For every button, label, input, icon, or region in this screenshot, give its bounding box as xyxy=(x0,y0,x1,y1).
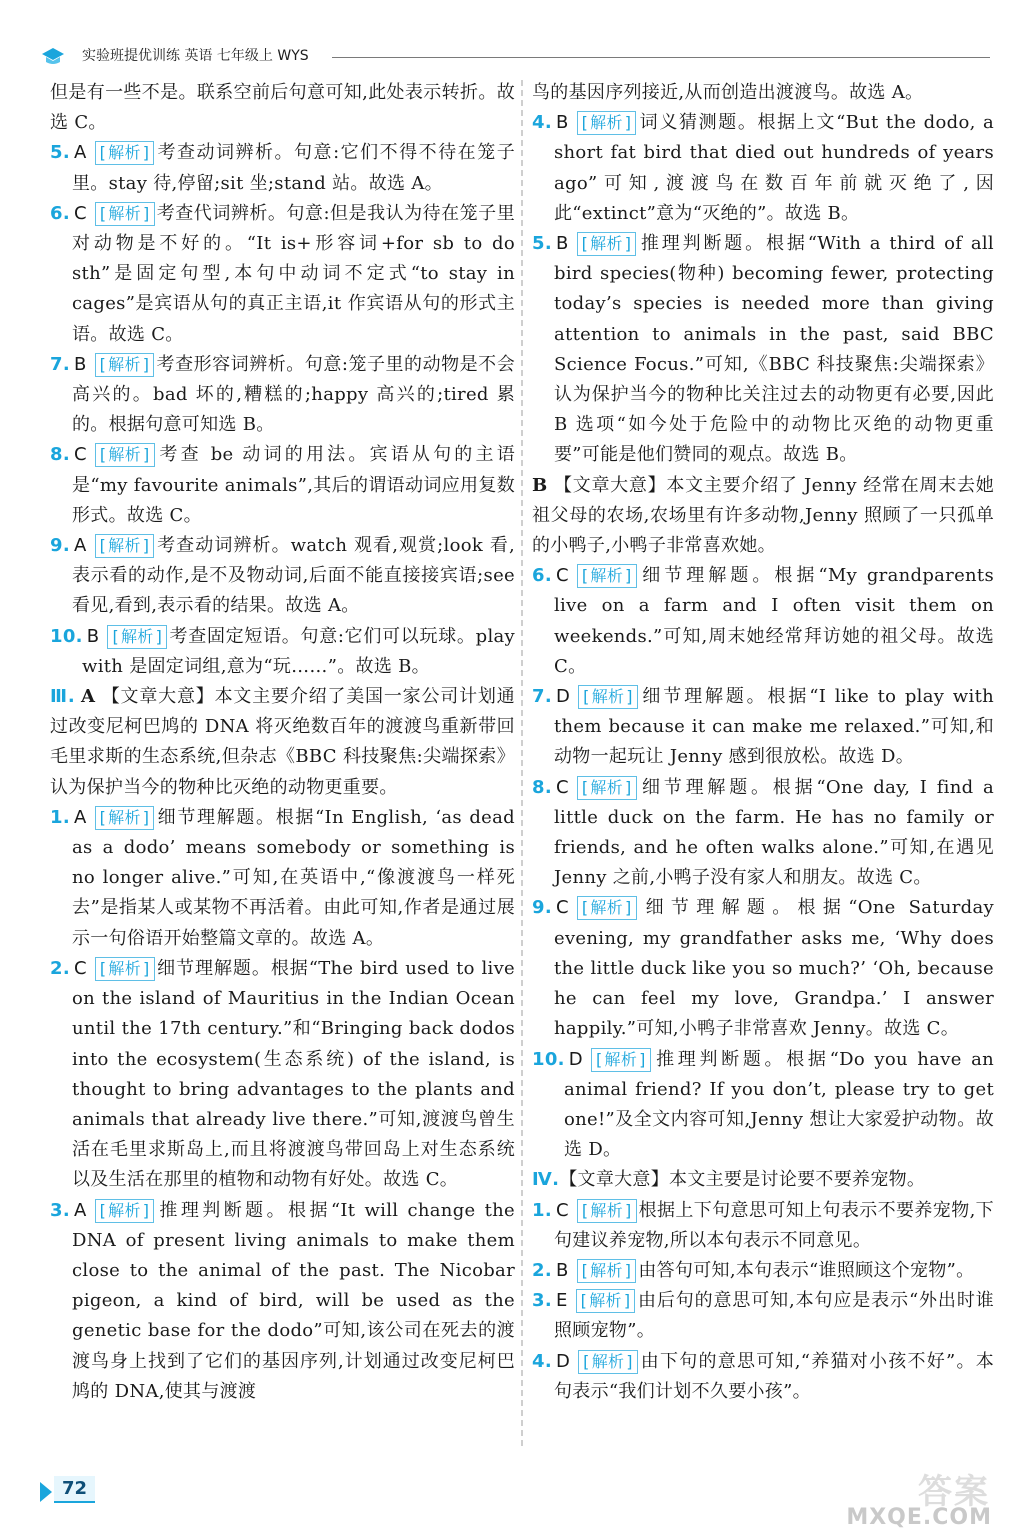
answer-item xyxy=(532,773,994,894)
section-number: Ⅲ. xyxy=(50,686,75,708)
section-heading xyxy=(532,471,994,562)
analysis-text: 由后句的意思可知,本句应是表示“外出时谁照顾宠物”。 xyxy=(554,1290,994,1342)
answer-letter: A xyxy=(73,1199,87,1221)
answer-item xyxy=(50,622,515,682)
analysis-tag: [ 解析 ] xyxy=(577,776,637,800)
analysis-text: 考查固定短语。句意:它们可以玩球。play with 是固定词组,意为“玩……”。故选 B。 xyxy=(82,625,515,677)
analysis-tag: [ 解析 ] xyxy=(95,141,155,165)
analysis-tag: [ 解析 ] xyxy=(95,1199,155,1223)
answer-item xyxy=(532,229,994,471)
analysis-tag: [ 解析 ] xyxy=(107,625,167,649)
item-number: 4. xyxy=(532,1350,552,1372)
answer-item xyxy=(50,803,515,954)
analysis-tag: [ 解析 ] xyxy=(95,534,155,558)
answer-letter: C xyxy=(555,897,569,919)
page-number-badge xyxy=(40,1476,110,1506)
answer-item xyxy=(50,531,515,622)
answer-letter: B xyxy=(86,625,100,647)
watermark xyxy=(836,1464,996,1530)
item-number: 9. xyxy=(532,897,552,919)
analysis-text: 推理判断题。根据“Do you have an animal friend? If you don’t, please try to get one!”及全文内容可知,Jenny 想让大家爱护动物。故选 D。 xyxy=(564,1048,994,1161)
answer-item xyxy=(532,561,994,682)
answer-letter: A xyxy=(73,535,87,557)
passage-summary: 【文章大意】本文主要介绍了美国一家公司计划通过改变尼柯巴鸠的 DNA 将灭绝数百年的渡渡鸟重新带回毛里求斯的生态系统,但杂志《BBC 科技聚焦:尖端探索》认为保护当今的物种比灭绝的动物更重要。 xyxy=(50,686,515,798)
item-number: 7. xyxy=(532,686,552,708)
item-number: 5. xyxy=(532,233,552,255)
answer-letter: A xyxy=(73,806,87,828)
analysis-tag: [ 解析 ] xyxy=(591,1048,651,1072)
answer-item xyxy=(532,893,994,1044)
answer-letter: D xyxy=(555,686,571,708)
analysis-text: 词义猜测题。根据上文“But the dodo, a short fat bird that died out hundreds of years ago”可知,渡渡鸟在数百年前就灭绝了,因此“extinct”意为“灭绝的”。故选 B。 xyxy=(554,112,994,224)
item-number: 6. xyxy=(50,202,70,224)
answer-item xyxy=(532,682,994,773)
answer-item xyxy=(50,1196,515,1407)
page-header xyxy=(40,44,990,68)
analysis-text: 细节理解题。根据“I like to play with them because it can make me relaxed.”可知,和动物一起玩让 Jenny 感到很放松。故选 D。 xyxy=(554,686,994,768)
item-number: 2. xyxy=(532,1259,552,1281)
item-number: 10. xyxy=(50,625,83,647)
passage-letter: B xyxy=(532,474,548,496)
section-heading xyxy=(50,682,515,803)
item-number: 7. xyxy=(50,353,70,375)
analysis-text: 细节理解题。根据“In English, ‘as dead as a dodo’ means somebody or something is no longer alive.”可知,在英语中,“像渡渡鸟一样死去”是指某人或某物不再活着。由此可知,作者是通过展示一句俗语开始整篇文章的。故选 A。 xyxy=(72,806,515,949)
passage-letter: A xyxy=(80,686,96,708)
answer-letter: C xyxy=(73,202,87,224)
answer-item xyxy=(532,1286,994,1346)
analysis-tag: [ 解析 ] xyxy=(95,443,155,467)
analysis-tag: [ 解析 ] xyxy=(577,1259,637,1283)
item-number: 8. xyxy=(532,776,552,798)
answer-letter: B xyxy=(555,233,569,255)
item-number: 1. xyxy=(532,1199,552,1221)
analysis-text: 考查代词辨析。句意:但是我认为待在笼子里对动物是不好的。“It is+形容词+for sb to do sth”是固定句型,本句中动词不定式“to stay in cages”是宾语从句的真正主语,it 作宾语从句的形式主语。故选 C。 xyxy=(72,202,515,345)
passage-summary: 【文章大意】本文主要是讨论要不要养宠物。 xyxy=(559,1169,926,1191)
item-number: 2. xyxy=(50,957,70,979)
analysis-tag: [ 解析 ] xyxy=(577,564,637,588)
item-number: 9. xyxy=(50,535,70,557)
answer-item xyxy=(50,954,515,1196)
analysis-tag: [ 解析 ] xyxy=(577,896,637,920)
answer-letter: B xyxy=(73,353,87,375)
analysis-tag: [ 解析 ] xyxy=(95,957,155,981)
answer-letter: C xyxy=(555,565,569,587)
watermark-mark: 答案 xyxy=(918,1472,990,1512)
analysis-text: 根据上下句意思可知上句表示不要养宠物,下句建议养宠物,所以本句表示不同意见。 xyxy=(554,1199,994,1251)
item-number: 1. xyxy=(50,806,70,828)
section-heading xyxy=(532,1165,994,1195)
analysis-text: 细节理解题。根据“The bird used to live on the island of Mauritius in the Indian Ocean until the 17th century.”和“Bringing back dodos into the ecosystem(生态系统) of the island, is thought to bring advantages to the plants and animals that already live there.”可知,渡渡鸟曾生活在毛里求斯岛上,而且将渡渡鸟带回岛上对生态系统以及生活在那里的植物和动物有好处。故选 C。 xyxy=(72,957,515,1191)
analysis-text: 推理判断题。根据“It will change the DNA of present living animals to make them close to the animal of the past. The Nicobar pigeon, a kind of bird, will be used as the genetic base for the dodo”可知,该公司在死去的渡渡鸟身上找到了它们的基因序列,计划通过改变尼柯巴鸠的 DNA,使其与渡渡 xyxy=(72,1199,515,1402)
page-arrow-icon xyxy=(40,1482,52,1502)
analysis-tag: [ 解析 ] xyxy=(95,806,155,830)
answer-letter: C xyxy=(555,1199,569,1221)
answer-letter: B xyxy=(555,1259,569,1281)
section-number: Ⅳ. xyxy=(532,1169,560,1191)
analysis-text: 由答句可知,本句表示“谁照顾这个宠物”。 xyxy=(638,1259,975,1281)
answer-letter: E xyxy=(555,1290,568,1312)
answer-item xyxy=(50,138,515,198)
right-column xyxy=(532,78,994,1448)
analysis-text: 考查 be 动词的用法。宾语从句的主语是“my favourite animals”,其后的谓语动词应用复数形式。故选 C。 xyxy=(72,444,515,526)
answer-letter: D xyxy=(568,1048,583,1070)
book-logo-icon xyxy=(40,46,66,66)
analysis-tag: [ 解析 ] xyxy=(577,111,637,135)
item-number: 5. xyxy=(50,142,70,164)
analysis-text: 细节理解题。根据“One day, I find a little duck on the farm. He has no family or friends, and he often walks alone.”可知,在遇见 Jenny 之前,小鸭子没有家人和朋友。故选 C。 xyxy=(554,776,994,889)
item-number: 3. xyxy=(50,1199,70,1221)
answer-item xyxy=(50,350,515,441)
answer-letter: C xyxy=(73,444,87,466)
analysis-tag: [ 解析 ] xyxy=(95,353,155,377)
left-column xyxy=(50,78,515,1448)
answer-item xyxy=(532,1196,994,1256)
analysis-tag: [ 解析 ] xyxy=(577,1199,637,1223)
analysis-tag: [ 解析 ] xyxy=(578,1350,638,1374)
analysis-tag: [ 解析 ] xyxy=(577,232,637,256)
answer-item xyxy=(532,1347,994,1407)
book-title: 实验班提优训练 英语 七年级上 WYS xyxy=(82,48,309,64)
column-divider xyxy=(521,80,523,1446)
analysis-tag: [ 解析 ] xyxy=(576,1289,636,1313)
analysis-text: 细节理解题。根据“My grandparents live on a farm and I often visit them on weekends.”可知,周末她经常拜访她的祖父母。故选 C。 xyxy=(554,565,994,677)
answer-item xyxy=(50,199,515,350)
continued-text: 但是有一些不是。联系空前后句意可知,此处表示转折。故选 C。 xyxy=(50,82,515,134)
answer-item xyxy=(50,440,515,531)
passage-summary: 【文章大意】本文主要介绍了 Jenny 经常在周末去她祖父母的农场,农场里有许多动物,Jenny 照顾了一只孤单的小鸭子,小鸭子非常喜欢她。 xyxy=(532,474,994,557)
analysis-text: 考查形容词辨析。句意:笼子里的动物是不会高兴的。bad 坏的,糟糕的;happy 高兴的;tired 累的。根据句意可知选 B。 xyxy=(72,353,515,436)
answer-letter: B xyxy=(555,112,569,134)
item-number: 3. xyxy=(532,1290,552,1312)
analysis-tag: [ 解析 ] xyxy=(578,685,638,709)
page-number: 72 xyxy=(54,1476,95,1503)
answer-item xyxy=(532,1045,994,1166)
analysis-text: 由下句的意思可知,“养猫对小孩不好”。本句表示“我们计划不久要小孩”。 xyxy=(554,1350,994,1402)
answer-letter: A xyxy=(73,142,87,164)
header-rule xyxy=(332,57,990,58)
answer-letter: C xyxy=(73,957,87,979)
answer-item xyxy=(532,108,994,229)
answer-letter: D xyxy=(555,1350,571,1372)
analysis-text: 推理判断题。根据“With a third of all bird species(物种) becoming fewer, protecting today’s species is needed more than giving attention to animals in the past, said BBC Science Focus.”可知,《BBC 科技聚焦:尖端探索》认为保护当今的物种比关注过去的动物更有必要,因此 B 选项“如今处于危险中的动物比灭绝的动物更重要”可能是他们赞同的观点。故选 B。 xyxy=(554,233,994,466)
item-number: 8. xyxy=(50,444,70,466)
analysis-text: 细节理解题。根据“One Saturday evening, my grandfather asks me, ‘Why does the little duck like you so much?’ ‘Oh, because he can feel my love, Grandpa.’ I answer happily.”可知,小鸭子非常喜欢 Jenny。故选 C。 xyxy=(554,897,994,1040)
watermark-site: MXQE.COM xyxy=(846,1505,992,1530)
answer-item xyxy=(532,1256,994,1286)
analysis-tag: [ 解析 ] xyxy=(95,202,155,226)
analysis-text: 考查动词辨析。句意:它们不得不待在笼子里。stay 待,停留;sit 坐;stand 站。故选 A。 xyxy=(72,142,515,194)
item-number: 10. xyxy=(532,1048,565,1070)
continued-text: 鸟的基因序列接近,从而创造出渡渡鸟。故选 A。 xyxy=(532,82,924,103)
analysis-text: 考查动词辨析。watch 观看,观赏;look 看,表示看的动作,是不及物动词,后面不能直接接宾语;see 看见,看到,表示看的结果。故选 A。 xyxy=(72,535,515,617)
item-number: 4. xyxy=(532,112,552,134)
item-number: 6. xyxy=(532,565,552,587)
answer-letter: C xyxy=(555,776,569,798)
